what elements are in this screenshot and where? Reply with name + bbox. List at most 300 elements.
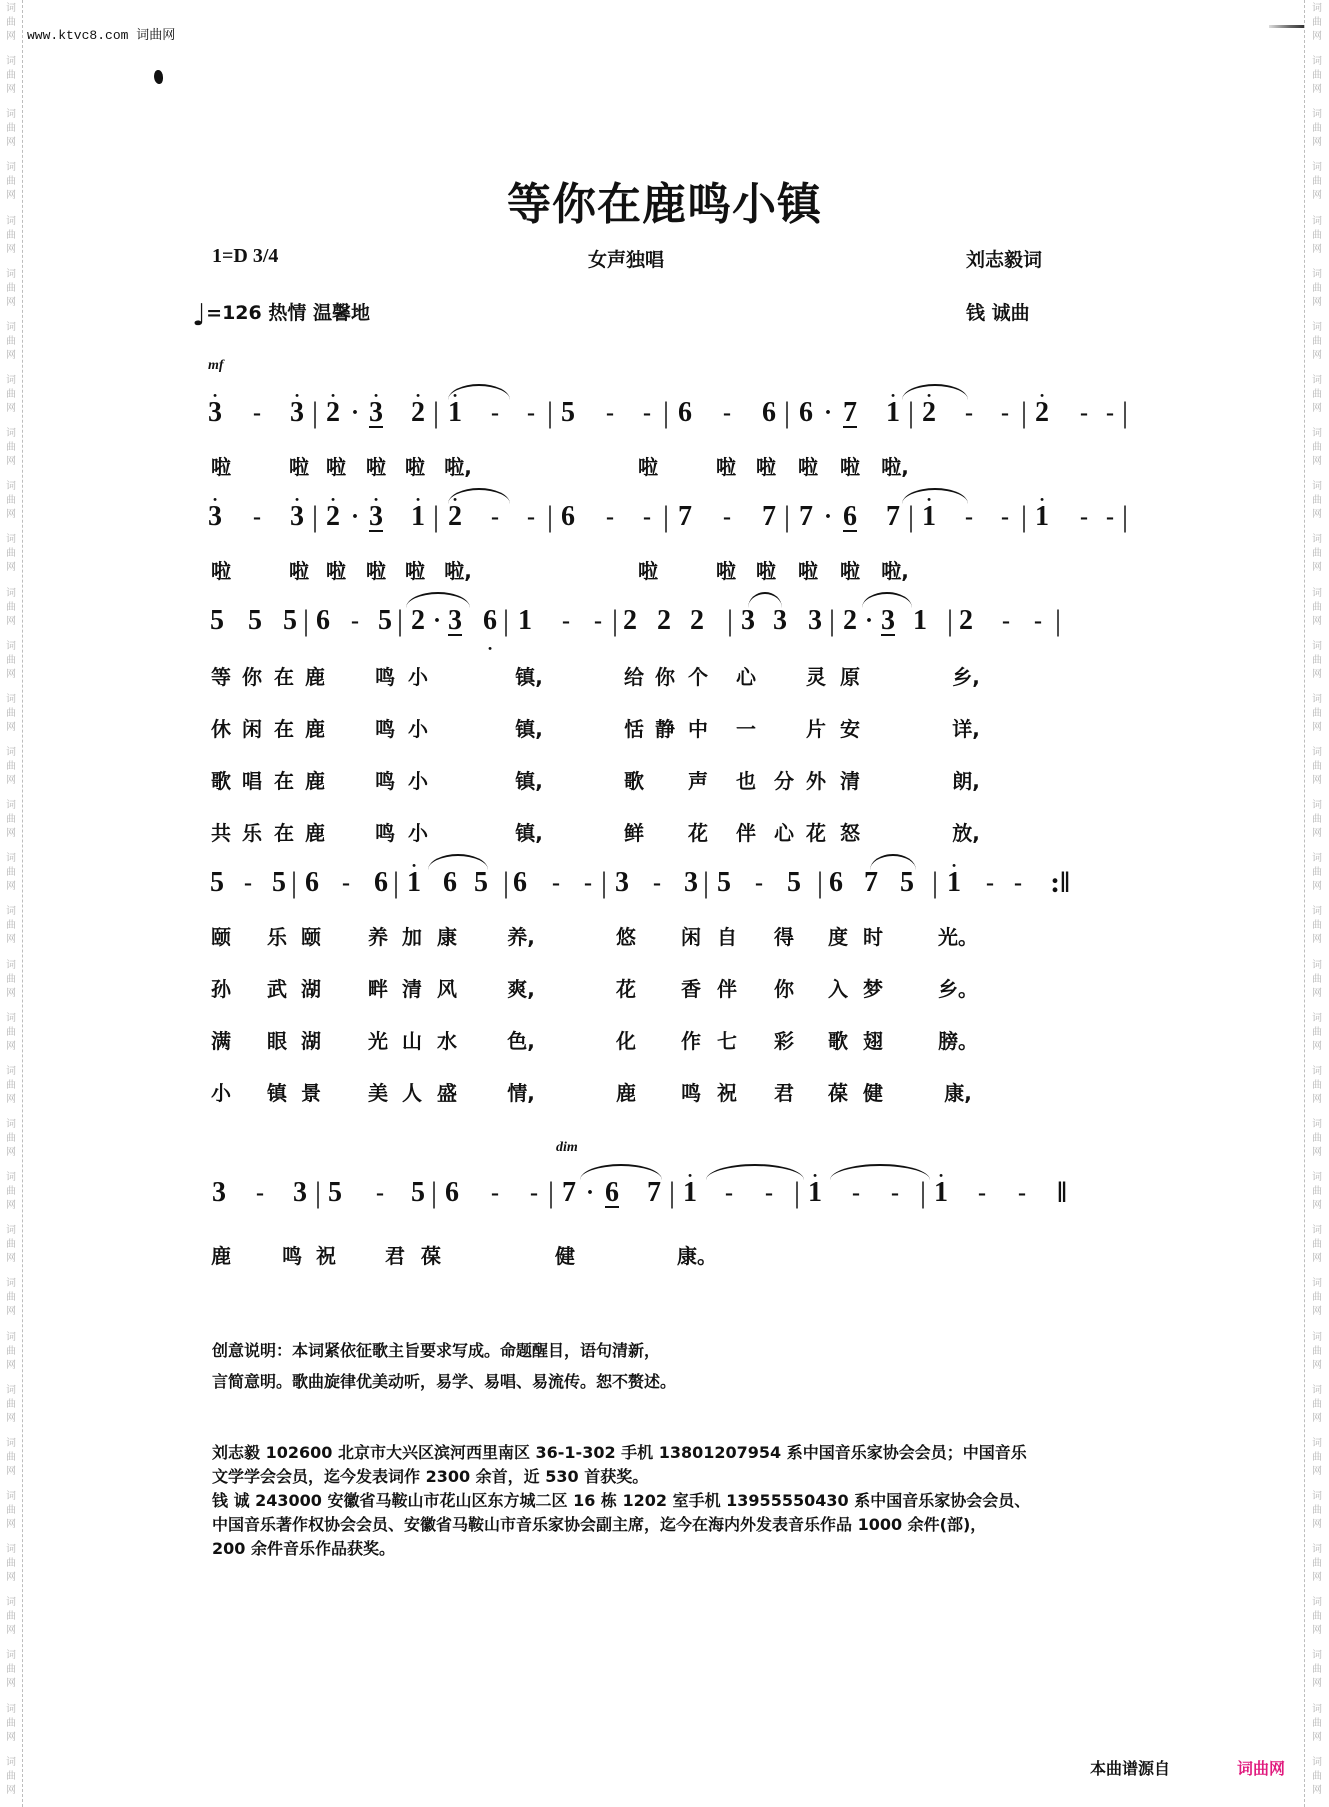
lyric-syllable: 给 (624, 665, 644, 689)
note: 2 (411, 605, 425, 636)
watermark-char: 网 (1312, 1465, 1322, 1477)
note-extension: - (1106, 504, 1114, 530)
note: 5 (561, 397, 575, 428)
note: 5 (283, 605, 297, 636)
lyric-syllable: 啦 (756, 559, 776, 583)
note: 6 (513, 867, 527, 898)
note: 5 (900, 867, 914, 898)
lyric-syllable: 七 (717, 1029, 737, 1053)
note-extension: - (723, 504, 731, 530)
note-extension: - (253, 400, 261, 426)
watermark-char: 网 (1312, 1253, 1322, 1265)
creative-note-line: 言简意明。歌曲旋律优美动听，易学、易唱、易流传。恕不赘述。 (212, 1372, 677, 1391)
lyric-syllable: 啦 (798, 559, 818, 583)
note: 5 (717, 867, 731, 898)
note-extension: - (725, 1180, 733, 1206)
lyric-syllable: 啦 (840, 455, 860, 479)
watermark-char: 网 (1312, 1625, 1322, 1637)
watermark-char: 曲 (6, 70, 16, 82)
lyric-syllable: 在 (274, 665, 294, 689)
lyric-syllable: 放, (952, 821, 980, 845)
lyric-syllable: 小 (211, 1081, 231, 1105)
note-extension: - (1002, 608, 1010, 634)
lyric-syllable: 小 (408, 665, 428, 689)
watermark-group (6, 2, 16, 53)
note: • 3 (208, 500, 222, 534)
watermark-char: 网 (6, 1359, 16, 1371)
watermark-char: 网 (1312, 828, 1322, 840)
watermark-char: 网 (6, 828, 16, 840)
watermark-char: 曲 (1312, 1770, 1322, 1782)
note: 5 (248, 605, 262, 636)
watermark-group (6, 268, 16, 319)
note: • 2 (326, 500, 340, 534)
lyric-syllable: 你 (655, 665, 675, 689)
note: 2 (623, 605, 637, 636)
song-title: 等你在鹿鸣小镇 (507, 179, 822, 230)
lyric-syllable: 镇, (515, 665, 543, 689)
composer-credit: 钱 诚曲 (966, 302, 1030, 324)
watermark-char: 词 (1312, 215, 1322, 227)
lyric-line (0, 1080, 1329, 1106)
watermark-char: 网 (6, 1625, 16, 1637)
barline: | (828, 604, 836, 637)
watermark-char: 网 (1312, 137, 1322, 149)
note-extension: - (527, 400, 535, 426)
watermark-char: 网 (1312, 1784, 1322, 1796)
watermark-char: 网 (6, 987, 16, 999)
watermark-group (6, 1596, 16, 1647)
watermark-group (1312, 1437, 1322, 1488)
lyric-syllable: 鹿 (211, 1244, 231, 1268)
watermark-char: 曲 (1312, 707, 1322, 719)
note-extension: - (256, 1180, 264, 1206)
note-extension: - (584, 870, 592, 896)
watermark-char: 词 (1312, 906, 1322, 918)
note-extension: - (852, 1180, 860, 1206)
footer-brand-link[interactable]: 词曲网 (1237, 1759, 1286, 1778)
lyric-syllable: 山 (402, 1029, 422, 1053)
lyric-syllable: 啦 (840, 559, 860, 583)
lyric-line (0, 1028, 1329, 1054)
watermark-char: 词 (6, 587, 16, 599)
watermark-char: 曲 (1312, 1664, 1322, 1676)
watermark-char: 曲 (1312, 1451, 1322, 1463)
watermark-char: 网 (1312, 509, 1322, 521)
watermark-group (1312, 1331, 1322, 1382)
lyric-syllable: 养, (507, 925, 535, 949)
barline: | (1020, 500, 1028, 533)
lyric-syllable: 湖 (301, 977, 321, 1001)
barline: | (290, 866, 298, 899)
watermark-char: 曲 (6, 335, 16, 347)
lyric-syllable: 膀。 (938, 1029, 978, 1053)
lyric-syllable: 分 (774, 769, 794, 793)
watermark-char: 曲 (6, 123, 16, 135)
lyric-syllable: 镇 (267, 1081, 287, 1105)
lyric-syllable: 唱 (242, 769, 262, 793)
note-extension: - (351, 608, 359, 634)
watermark-char: 词 (6, 906, 16, 918)
lyric-syllable: 翅 (863, 1029, 883, 1053)
lyric-syllable: 镇, (515, 717, 543, 741)
watermark-char: 曲 (1312, 1611, 1322, 1623)
lyric-syllable: 怒 (840, 821, 860, 845)
lyric-syllable: 小 (408, 769, 428, 793)
note-extension: - (244, 870, 252, 896)
watermark-char: 网 (1312, 1306, 1322, 1318)
lyric-syllable: 啦 (716, 559, 736, 583)
note: 3 (773, 605, 787, 636)
note: 6 (678, 397, 692, 428)
lyric-syllable: 风 (437, 977, 457, 1001)
watermark-group (1312, 1756, 1322, 1807)
watermark-char: 网 (6, 1093, 16, 1105)
note: 6 (605, 1177, 619, 1208)
watermark-char: 词 (6, 640, 16, 652)
slur-arc (428, 854, 488, 870)
lyric-syllable: 情, (507, 1081, 535, 1105)
watermark-char: 网 (1312, 1093, 1322, 1105)
note: • 1 (922, 500, 936, 534)
note: • 3 (208, 396, 222, 430)
watermark-char: 曲 (1312, 1186, 1322, 1198)
lyric-syllable: 啦 (211, 455, 231, 479)
lyric-syllable: 满 (211, 1029, 231, 1053)
note: 5 (411, 1177, 425, 1208)
watermark-char: 曲 (6, 1611, 16, 1623)
watermark-char: 曲 (6, 1239, 16, 1251)
note: 7 (562, 1177, 576, 1208)
lyric-syllable: 花 (688, 821, 708, 845)
lyric-syllable: 清 (402, 977, 422, 1001)
watermark-char: 词 (1312, 1437, 1322, 1449)
note-extension: - (891, 1180, 899, 1206)
barline: | (1121, 396, 1129, 429)
note: • 2 (922, 396, 936, 430)
creative-note (212, 1335, 1092, 1397)
watermark-group (6, 1490, 16, 1541)
watermark-char: 网 (1312, 1146, 1322, 1158)
note: 2 (690, 605, 704, 636)
watermark-char: 词 (1312, 1118, 1322, 1130)
note-extension: - (965, 504, 973, 530)
note-extension: - (965, 400, 973, 426)
watermark-char: 网 (1312, 774, 1322, 786)
note: 6 (799, 397, 813, 428)
lyric-syllable: 湖 (301, 1029, 321, 1053)
slur-arc (902, 384, 968, 400)
lyric-syllable: 加 (402, 925, 422, 949)
watermark-char: 曲 (6, 495, 16, 507)
watermark-group (6, 1543, 16, 1594)
lyric-syllable: 静 (655, 717, 675, 741)
watermark-group (6, 1118, 16, 1169)
lyric-syllable: 在 (274, 717, 294, 741)
barline: | (600, 866, 608, 899)
barline: | (430, 1176, 438, 1209)
lyric-syllable: 健 (863, 1081, 883, 1105)
lyric-syllable: 一 (736, 717, 756, 741)
watermark-char: 网 (6, 190, 16, 202)
lyric-syllable: 康, (944, 1081, 972, 1105)
watermark-char: 词 (1312, 693, 1322, 705)
watermark-group (6, 55, 16, 106)
note-extension: - (1014, 870, 1022, 896)
lyric-syllable: 光。 (938, 925, 978, 949)
lyric-syllable: 鸣 (375, 665, 395, 689)
lyric-syllable: 朗, (952, 769, 980, 793)
watermark-char: 曲 (1312, 654, 1322, 666)
lyric-syllable: 鲜 (624, 821, 644, 845)
watermark-char: 网 (6, 84, 16, 96)
lyric-syllable: 啦 (366, 559, 386, 583)
lyric-syllable: 原 (840, 665, 860, 689)
lyric-line (0, 454, 1329, 480)
lyric-syllable: 作 (681, 1029, 701, 1053)
watermark-char: 网 (6, 615, 16, 627)
watermark-char: 曲 (6, 973, 16, 985)
dot-marker: · (823, 400, 833, 426)
watermark-char: 曲 (1312, 1292, 1322, 1304)
watermark-char: 曲 (1312, 335, 1322, 347)
lyric-syllable: 详, (952, 717, 980, 741)
barline: | (396, 604, 404, 637)
barline: | (946, 604, 954, 637)
watermark-char: 词 (6, 534, 16, 546)
lyric-syllable: 康 (437, 925, 457, 949)
watermark-char: 词 (1312, 800, 1322, 812)
watermark-char: 曲 (6, 920, 16, 932)
lyric-syllable: 化 (616, 1029, 636, 1053)
voice-type: 女声独唱 (588, 249, 665, 271)
barline: | (662, 396, 670, 429)
watermark-char: 词 (6, 1012, 16, 1024)
lyric-syllable: 鸣 (282, 1244, 302, 1268)
barline: | (611, 604, 619, 637)
watermark-char: 词 (1312, 1384, 1322, 1396)
watermark-char: 曲 (1312, 1717, 1322, 1729)
lyric-syllable: 花 (616, 977, 636, 1001)
lyric-syllable: 清 (840, 769, 860, 793)
watermark-group (6, 108, 16, 159)
lyric-syllable: 悠 (616, 925, 636, 949)
note-extension: - (1034, 608, 1042, 634)
lyric-syllable: 鹿 (616, 1081, 636, 1105)
lyric-syllable: 鸣 (375, 821, 395, 845)
watermark-char: 网 (1312, 1731, 1322, 1743)
watermark-char: 曲 (6, 548, 16, 560)
note: 6 (561, 501, 575, 532)
note-extension: - (606, 504, 614, 530)
watermark-char: 曲 (1312, 1345, 1322, 1357)
watermark-char: 曲 (6, 760, 16, 772)
note: 7 (843, 397, 857, 428)
watermark-group (1312, 55, 1322, 106)
watermark-char: 词 (6, 481, 16, 493)
watermark-group (1312, 2, 1322, 53)
watermark-char: 词 (1312, 1490, 1322, 1502)
bio-line: 钱 诚 243000 安徽省马鞍山市花山区东方城二区 16 栋 1202 室手机 13955550430 系中国音乐家协会会员、 (212, 1491, 1031, 1510)
lyric-syllable: 眼 (267, 1029, 287, 1053)
bio-line: 文学学会会员，迄今发表词作 2300 余首，近 530 首获奖。 (212, 1467, 649, 1486)
watermark-char: 曲 (1312, 70, 1322, 82)
watermark-char: 网 (1312, 615, 1322, 627)
watermark-group (6, 1649, 16, 1700)
watermark-char: 曲 (1312, 176, 1322, 188)
quarter-note-icon: ♩ (192, 298, 207, 333)
watermark-char: 词 (1312, 746, 1322, 758)
watermark-group (1312, 321, 1322, 372)
note: 3 (212, 1177, 226, 1208)
lyric-syllable: 香 (681, 977, 701, 1001)
note: 6 (843, 501, 857, 532)
lyric-syllable: 康。 (677, 1244, 717, 1268)
barline: | (502, 604, 510, 637)
watermark-char: 曲 (1312, 1026, 1322, 1038)
dynamic-dim: dim (556, 1140, 578, 1155)
watermark-char: 词 (6, 1597, 16, 1609)
lyric-syllable: 爽, (507, 977, 535, 1001)
note-extension: - (755, 870, 763, 896)
lyric-syllable: 美 (368, 1081, 388, 1105)
lyric-syllable: 鹿 (305, 665, 325, 689)
watermark-char: 曲 (1312, 920, 1322, 932)
watermark-group (1312, 1703, 1322, 1754)
lyric-syllable: 度 (828, 925, 848, 949)
lyric-syllable: 葆 (421, 1244, 441, 1268)
watermark-char: 网 (6, 668, 16, 680)
watermark-char: 词 (1312, 428, 1322, 440)
note: 5 (378, 605, 392, 636)
watermark-char: 词 (6, 1703, 16, 1715)
barline: ‖ (1057, 1176, 1067, 1209)
watermark-char: 网 (6, 1306, 16, 1318)
watermark-group (1312, 1649, 1322, 1700)
lyric-syllable: 乐 (267, 925, 287, 949)
watermark-char: 曲 (1312, 814, 1322, 826)
watermark-char: 词 (1312, 3, 1322, 14)
note-extension: - (1018, 1180, 1026, 1206)
note: 3 (293, 1177, 307, 1208)
watermark-char: 曲 (6, 601, 16, 613)
note-extension: - (1080, 504, 1088, 530)
lyric-syllable: 时 (863, 925, 883, 949)
watermark-char: 网 (6, 137, 16, 149)
watermark-group (1312, 1118, 1322, 1169)
note-extension: - (643, 504, 651, 530)
barline: | (311, 500, 319, 533)
watermark-char: 词 (6, 109, 16, 121)
note: 5 (328, 1177, 342, 1208)
note: • 1 (808, 1176, 822, 1210)
lyric-syllable: 颐 (301, 925, 321, 949)
watermark-char: 曲 (1312, 17, 1322, 28)
lyric-syllable: 在 (274, 769, 294, 793)
lyric-syllable: 共 (211, 821, 231, 845)
watermark-char: 网 (6, 1678, 16, 1690)
dot-marker: · (350, 504, 360, 530)
watermark-char: 网 (1312, 1200, 1322, 1212)
slur-arc (830, 1164, 930, 1180)
lyric-syllable: 休 (211, 717, 231, 741)
lyric-syllable: 片 (806, 717, 826, 741)
watermark-char: 网 (1312, 402, 1322, 414)
watermark-char: 网 (1312, 349, 1322, 361)
watermark-char: 词 (6, 1756, 16, 1768)
watermark-char: 网 (6, 721, 16, 733)
watermark-char: 曲 (1312, 1079, 1322, 1091)
lyric-syllable: 啦 (405, 559, 425, 583)
lyric-syllable: 啦 (638, 455, 658, 479)
watermark-char: 词 (1312, 1225, 1322, 1237)
lyric-syllable: 灵 (806, 665, 826, 689)
note: 1 (518, 605, 532, 636)
tempo-marking (192, 298, 370, 333)
watermark-char: 网 (6, 1146, 16, 1158)
lyric-syllable: 啦, (444, 455, 472, 479)
lyric-line (0, 924, 1329, 950)
watermark-group (6, 1756, 16, 1807)
watermark-char: 网 (6, 1253, 16, 1265)
lyric-syllable: 畔 (368, 977, 388, 1001)
watermark-char: 词 (1312, 162, 1322, 174)
watermark-char: 网 (1312, 721, 1322, 733)
lyric-syllable: 梦 (863, 977, 883, 1001)
lyric-syllable: 鸣 (375, 769, 395, 793)
lyric-syllable: 花 (806, 821, 826, 845)
slur-arc (448, 488, 510, 504)
lyric-syllable: 鹿 (305, 717, 325, 741)
watermark-char: 网 (6, 881, 16, 893)
lyric-syllable: 武 (267, 977, 287, 1001)
barline: | (302, 604, 310, 637)
barline: :‖ (1050, 866, 1070, 899)
barline: | (783, 500, 791, 533)
notation-line (0, 500, 1329, 544)
watermark-char: 词 (6, 1331, 16, 1343)
note: 2 (657, 605, 671, 636)
watermark-char: 词 (1312, 1597, 1322, 1609)
watermark-char: 网 (6, 402, 16, 414)
slur-arc (748, 592, 782, 608)
watermark-char: 词 (6, 1278, 16, 1290)
watermark-char: 网 (1312, 1359, 1322, 1371)
lyric-syllable: 盛 (437, 1081, 457, 1105)
lyric-syllable: 也 (736, 769, 756, 793)
note: 6 (445, 1177, 459, 1208)
note: • 3 (369, 396, 383, 430)
watermark-char: 网 (1312, 1572, 1322, 1584)
watermark-char: 词 (1312, 481, 1322, 493)
watermark-char: 网 (1312, 562, 1322, 574)
watermark-char: 词 (1312, 587, 1322, 599)
watermark-char: 曲 (1312, 495, 1322, 507)
watermark-group (6, 1384, 16, 1435)
lyric-syllable: 颐 (211, 925, 231, 949)
lyric-syllable: 心 (736, 665, 756, 689)
watermark-group (6, 1437, 16, 1488)
watermark-char: 词 (6, 746, 16, 758)
note-extension: - (527, 504, 535, 530)
watermark-char: 网 (1312, 668, 1322, 680)
lyric-syllable: 小 (408, 821, 428, 845)
slur-arc (902, 488, 968, 504)
note: • 2 (1035, 396, 1049, 430)
watermark-char: 词 (6, 374, 16, 386)
watermark-char: 词 (6, 1118, 16, 1130)
barline: | (392, 866, 400, 899)
